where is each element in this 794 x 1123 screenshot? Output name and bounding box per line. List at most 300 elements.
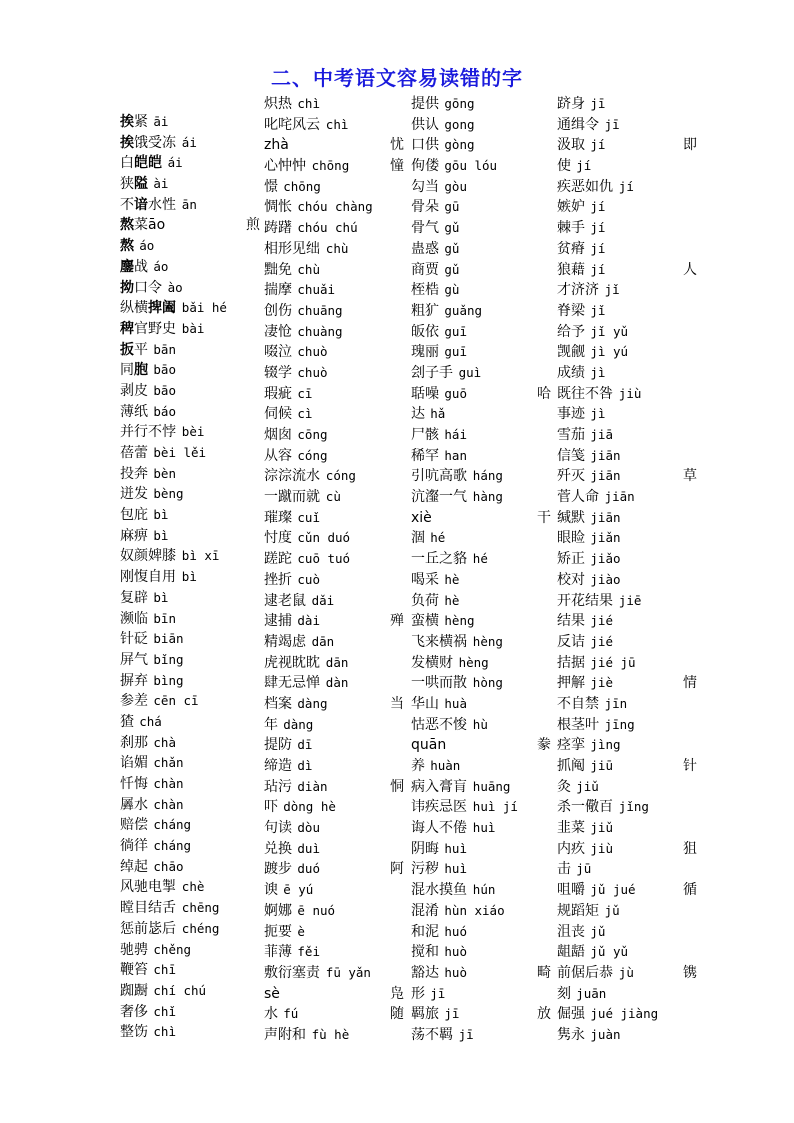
word-entry — [557, 673, 697, 694]
word-segment: 聒噪 — [411, 385, 439, 402]
continued-word-start: 干 — [537, 509, 551, 526]
pinyin: jiǎn — [590, 530, 621, 546]
continued-word-start: 豢 — [537, 737, 551, 754]
word-segment: 疾恶如仇 — [557, 178, 613, 195]
word-entry — [411, 611, 551, 632]
word-text — [411, 735, 446, 756]
pinyin: ào — [167, 279, 183, 295]
word-segment: 薄纸 — [120, 403, 148, 420]
word-column-2 — [264, 94, 404, 1046]
word-segment: 肆无忌惮 — [264, 675, 320, 692]
word-segment: 隽永 — [557, 1026, 585, 1043]
word-segment: 根茎叶 — [557, 716, 599, 733]
word-text — [557, 156, 571, 177]
pinyin: gǔ — [444, 220, 460, 236]
pinyin: chēng — [181, 900, 220, 916]
pinyin: biān — [153, 631, 184, 647]
word-segment: 雪茄 — [557, 427, 585, 443]
pinyin: è — [297, 923, 305, 939]
pinyin: cháng — [153, 838, 192, 854]
word-segment: 胞 — [134, 362, 148, 379]
pinyin: guō — [444, 385, 467, 401]
pinyin: chāo — [153, 858, 184, 874]
pinyin: chóu chàng — [297, 199, 373, 215]
word-segment: 飞来横祸 — [411, 633, 467, 650]
word-entry — [557, 984, 697, 1005]
word-text — [411, 425, 439, 446]
pinyin: jiū — [590, 758, 613, 773]
word-segment: 风驰电掣 — [120, 879, 176, 896]
word-entry — [264, 901, 404, 922]
word-text — [411, 177, 439, 198]
word-text — [264, 1004, 278, 1025]
pinyin: jǔ jué — [590, 882, 636, 898]
pinyin: cóng — [325, 468, 356, 484]
word-text — [411, 197, 439, 218]
word-text — [120, 340, 148, 361]
word-entry — [557, 632, 697, 653]
word-entry — [411, 735, 551, 756]
word-entry — [120, 402, 260, 423]
pinyin: cóng — [297, 447, 328, 463]
pinyin: bìng — [153, 672, 184, 688]
pinyin: hè — [444, 571, 460, 587]
word-text — [411, 301, 439, 322]
pinyin: duó — [297, 861, 320, 877]
pinyin: áo — [139, 238, 155, 254]
word-segment: 创伤 — [264, 302, 292, 319]
pinyin: bǐng — [153, 651, 184, 667]
word-text — [411, 880, 467, 901]
pinyin: fěi — [297, 944, 320, 960]
word-entry — [557, 135, 697, 156]
word-entry — [557, 549, 697, 570]
word-entry — [120, 981, 260, 1002]
word-text — [557, 984, 571, 1005]
pinyin: cù — [325, 489, 341, 505]
pinyin: guī — [444, 323, 467, 339]
word-entry — [411, 632, 551, 653]
word-entry — [120, 112, 260, 133]
word-segment: 白 — [120, 155, 134, 172]
pinyin: dàng — [297, 695, 328, 711]
word-segment: 发横财 — [411, 654, 453, 671]
pinyin: chī — [153, 962, 176, 978]
word-text — [264, 487, 320, 508]
pinyin: gǔ — [444, 261, 460, 277]
word-text — [120, 857, 148, 878]
word-segment: 一丘之貉 — [411, 551, 467, 568]
pinyin: bì — [153, 507, 169, 523]
pinyin: hòng — [472, 675, 503, 691]
word-text — [557, 135, 585, 156]
word-segment: 参差 — [120, 693, 148, 710]
word-entry — [264, 673, 404, 694]
word-entry — [120, 753, 260, 774]
word-text — [557, 508, 585, 529]
word-entry — [411, 673, 551, 694]
word-entry — [264, 818, 404, 839]
word-text — [411, 528, 425, 549]
word-entry — [264, 197, 404, 218]
word-entry — [264, 756, 404, 777]
word-entry — [411, 591, 551, 612]
word-segment: 烟囱 — [264, 427, 292, 443]
word-segment: 负荷 — [411, 592, 439, 609]
word-entry — [264, 632, 404, 653]
continued-word-start: 情 — [683, 675, 697, 692]
word-segment: 才济济 — [557, 282, 599, 299]
word-segment: 惩前毖后 — [120, 920, 176, 937]
word-entry — [411, 1025, 551, 1046]
word-entry — [264, 859, 404, 880]
word-text — [264, 922, 292, 943]
word-segment: 凄怆 — [264, 323, 292, 340]
pinyin: jié — [590, 633, 613, 649]
pinyin: bāo — [153, 362, 176, 378]
pinyin: ái — [181, 134, 197, 150]
word-entry — [557, 239, 697, 260]
word-entry — [411, 549, 551, 570]
pinyin: jiān — [590, 468, 621, 484]
word-segment: 紧 — [134, 114, 148, 130]
word-text — [557, 901, 599, 922]
word-segment: 虎视眈眈 — [264, 654, 320, 671]
word-segment: 从容 — [264, 447, 292, 464]
word-text — [557, 94, 585, 115]
word-entry — [120, 505, 260, 526]
word-text — [120, 940, 148, 961]
continued-word-start: 忧 — [390, 137, 404, 154]
pinyin: chóu chú — [297, 220, 358, 236]
word-segment: 病入膏肓 — [411, 778, 467, 795]
pinyin: hái — [444, 427, 467, 442]
pinyin: dòng hè — [283, 799, 336, 815]
word-entry — [557, 218, 697, 239]
word-segment: 荡不羁 — [411, 1026, 453, 1043]
word-entry — [264, 508, 404, 529]
pinyin: jī — [604, 116, 620, 132]
word-segment: 提防 — [264, 737, 292, 754]
pinyin: chōng — [283, 178, 321, 194]
pinyin: jīn — [604, 695, 628, 711]
word-entry — [411, 570, 551, 591]
pinyin: hé — [472, 551, 488, 567]
word-segment: 涸 — [411, 530, 425, 547]
word-text — [557, 549, 585, 570]
word-entry — [264, 777, 404, 798]
word-text — [120, 464, 148, 485]
word-text — [264, 984, 280, 1005]
word-entry — [120, 712, 260, 733]
word-entry — [557, 777, 697, 798]
word-text — [557, 363, 585, 384]
pinyin: hèng — [444, 613, 475, 629]
word-segment: 沮丧 — [557, 923, 585, 940]
word-segment: 成绩 — [557, 364, 585, 381]
pinyin: gong — [444, 116, 475, 132]
pinyin: jié jū — [590, 654, 636, 670]
pinyin: huó — [444, 923, 467, 939]
word-text — [557, 611, 585, 632]
pinyin: jǐng — [618, 799, 649, 815]
word-entry — [120, 588, 260, 609]
word-entry — [411, 280, 551, 301]
word-segment: 蛮横 — [411, 613, 439, 630]
word-text — [411, 115, 439, 136]
word-text — [264, 156, 306, 177]
pinyin: huà — [444, 695, 467, 711]
word-text — [411, 984, 425, 1005]
word-entry — [120, 174, 260, 195]
word-segment: 事迹 — [557, 406, 585, 423]
continued-word-start: 镌 — [683, 964, 697, 981]
pinyin: āi — [153, 114, 169, 129]
continued-word-start: 放 — [537, 1006, 551, 1023]
word-text — [120, 588, 148, 609]
pinyin: hèng — [472, 633, 503, 649]
word-segment: 不自禁 — [557, 695, 599, 712]
word-segment: 相形见绌 — [264, 240, 320, 257]
word-entry — [557, 197, 697, 218]
pinyin: jué jiàng — [590, 1006, 659, 1022]
word-text — [557, 880, 585, 901]
word-segment: 赔偿 — [120, 817, 148, 834]
pinyin: chì — [325, 116, 349, 132]
pinyin: bān — [153, 341, 176, 357]
word-column-1 — [120, 112, 260, 1043]
word-text — [120, 671, 148, 692]
word-text — [264, 135, 289, 156]
word-segment: 剥皮 — [120, 382, 148, 399]
word-entry — [120, 443, 260, 464]
pinyin: ē yú — [283, 882, 314, 898]
word-entry — [120, 464, 260, 485]
word-entry — [557, 880, 697, 901]
word-segment: 眼睑 — [557, 530, 585, 547]
pinyin: chuàng — [297, 323, 343, 339]
pinyin: jǐ yǔ — [590, 323, 629, 339]
word-text — [411, 135, 439, 156]
word-segment: 皈依 — [411, 323, 439, 340]
word-entry — [120, 1002, 260, 1023]
word-segment: 水性 — [148, 196, 176, 213]
word-text — [411, 487, 467, 508]
word-text — [411, 901, 439, 922]
word-text — [557, 818, 585, 839]
word-entry — [264, 322, 404, 343]
word-text — [411, 384, 439, 405]
word-segment: 沆瀣一气 — [411, 489, 467, 506]
word-text — [411, 839, 439, 860]
word-segment: 倔强 — [557, 1006, 585, 1023]
pinyin: jí — [618, 178, 634, 194]
word-entry — [264, 404, 404, 425]
pinyin: dān — [311, 633, 335, 649]
word-entry — [264, 280, 404, 301]
word-text — [411, 549, 467, 570]
word-segment: o — [156, 217, 166, 234]
word-entry — [264, 735, 404, 756]
word-segment: 羼水 — [120, 796, 148, 813]
word-segment: 灸 — [557, 778, 571, 795]
word-entry — [411, 425, 551, 446]
word-entry — [411, 653, 551, 674]
word-text — [557, 446, 585, 467]
word-segment: 供认 — [411, 116, 439, 133]
pinyin: jiù — [590, 840, 613, 856]
word-text — [557, 1025, 585, 1046]
word-text — [411, 591, 439, 612]
word-text — [264, 611, 292, 632]
word-entry — [411, 942, 551, 963]
word-entry — [557, 384, 697, 405]
word-segment: 璀璨 — [264, 509, 292, 526]
word-text — [411, 922, 439, 943]
word-text — [120, 174, 148, 195]
word-segment: 前倨后恭 — [557, 964, 613, 981]
pinyin: huì — [444, 861, 467, 877]
word-text — [120, 133, 176, 154]
word-text — [120, 919, 176, 940]
pinyin: chè — [181, 879, 205, 895]
word-entry — [557, 942, 697, 963]
word-segment: 结果 — [557, 613, 585, 630]
pinyin: guī — [444, 344, 467, 360]
word-segment: 口令 — [134, 279, 162, 296]
word-text — [120, 981, 148, 1002]
word-segment: 挨 — [120, 134, 134, 151]
pinyin: hé — [430, 530, 446, 546]
word-entry — [264, 715, 404, 736]
word-entry — [557, 487, 697, 508]
word-entry — [264, 260, 404, 281]
pinyin: chì — [153, 1024, 176, 1040]
pinyin: gòng — [444, 137, 475, 153]
word-segment: 狭 — [120, 176, 134, 193]
word-segment: 开花结果 — [557, 592, 613, 609]
word-segment: 汲取 — [557, 137, 585, 154]
word-entry — [264, 115, 404, 136]
word-entry — [264, 239, 404, 260]
word-segment: 羁旅 — [411, 1006, 439, 1023]
word-segment: 诲人不倦 — [411, 820, 467, 837]
pinyin: juàn — [590, 1026, 621, 1042]
word-entry — [557, 611, 697, 632]
word-text — [264, 301, 292, 322]
pinyin: cēn cī — [153, 693, 199, 709]
word-text — [264, 549, 292, 570]
word-segment: xiè — [411, 509, 432, 526]
word-entry — [120, 609, 260, 630]
word-text — [557, 839, 585, 860]
word-segment: 一哄而散 — [411, 675, 467, 692]
pinyin: dì — [297, 758, 313, 773]
word-entry — [411, 404, 551, 425]
word-segment: 刽子手 — [411, 364, 453, 381]
word-text — [120, 319, 176, 340]
word-entry — [411, 818, 551, 839]
word-entry — [557, 756, 697, 777]
word-segment: 屏气 — [120, 651, 148, 668]
word-entry — [120, 815, 260, 836]
word-text — [120, 153, 162, 174]
word-entry — [411, 694, 551, 715]
continued-word-start: 人 — [683, 261, 697, 278]
word-text — [264, 839, 292, 860]
word-text — [264, 508, 292, 529]
word-entry — [411, 839, 551, 860]
pinyin: chǐ — [153, 1003, 176, 1019]
word-entry — [264, 218, 404, 239]
word-entry — [557, 301, 697, 322]
word-segment: 并行不悖 — [120, 424, 176, 441]
pinyin: ē nuó — [297, 902, 336, 918]
word-segment: 辍学 — [264, 364, 292, 381]
word-entry — [557, 322, 697, 343]
word-segment: 华山 — [411, 695, 439, 712]
word-segment: 不 — [120, 196, 134, 213]
word-segment: 给予 — [557, 323, 585, 340]
word-segment: 菲薄 — [264, 944, 292, 961]
word-entry — [411, 1004, 551, 1025]
word-text — [411, 570, 439, 591]
word-entry — [120, 733, 260, 754]
word-entry — [557, 466, 697, 487]
word-segment: 濒临 — [120, 610, 148, 627]
word-entry — [557, 425, 697, 446]
word-segment: 挫折 — [264, 571, 292, 588]
word-text — [411, 446, 439, 467]
word-entry — [264, 984, 404, 1005]
pinyin: diàn — [297, 778, 328, 794]
word-segment: 饿受冻 — [134, 134, 176, 151]
word-segment: 信笺 — [557, 447, 585, 464]
word-segment: 规蹈矩 — [557, 902, 599, 919]
word-entry — [411, 528, 551, 549]
word-text — [264, 197, 292, 218]
pinyin: chuò — [297, 364, 328, 380]
word-text — [557, 673, 585, 694]
word-entry — [264, 839, 404, 860]
pinyin: chuǎi — [297, 282, 336, 298]
word-text — [411, 156, 439, 177]
word-segment: 纵横 — [120, 300, 148, 317]
word-entry — [120, 629, 260, 650]
word-entry — [411, 260, 551, 281]
word-segment: 伺候 — [264, 406, 292, 423]
word-text — [411, 715, 467, 736]
pinyin: jī — [430, 985, 446, 1001]
word-segment: 歼灭 — [557, 468, 585, 485]
word-text — [411, 611, 439, 632]
word-segment: 憬 — [264, 178, 278, 195]
word-text — [557, 777, 571, 798]
word-entry — [411, 487, 551, 508]
word-segment: 佝偻 — [411, 158, 439, 175]
word-entry — [264, 549, 404, 570]
pinyin: huì — [472, 820, 496, 836]
word-entry — [411, 446, 551, 467]
word-segment: 瞠目结舌 — [120, 900, 176, 917]
pinyin: cuō tuó — [297, 551, 351, 567]
word-entry — [411, 197, 551, 218]
word-entry — [264, 135, 404, 156]
word-segment: 猹 — [120, 713, 134, 730]
word-entry — [411, 901, 551, 922]
word-segment: 菅人命 — [557, 489, 599, 506]
word-entry — [557, 508, 697, 529]
